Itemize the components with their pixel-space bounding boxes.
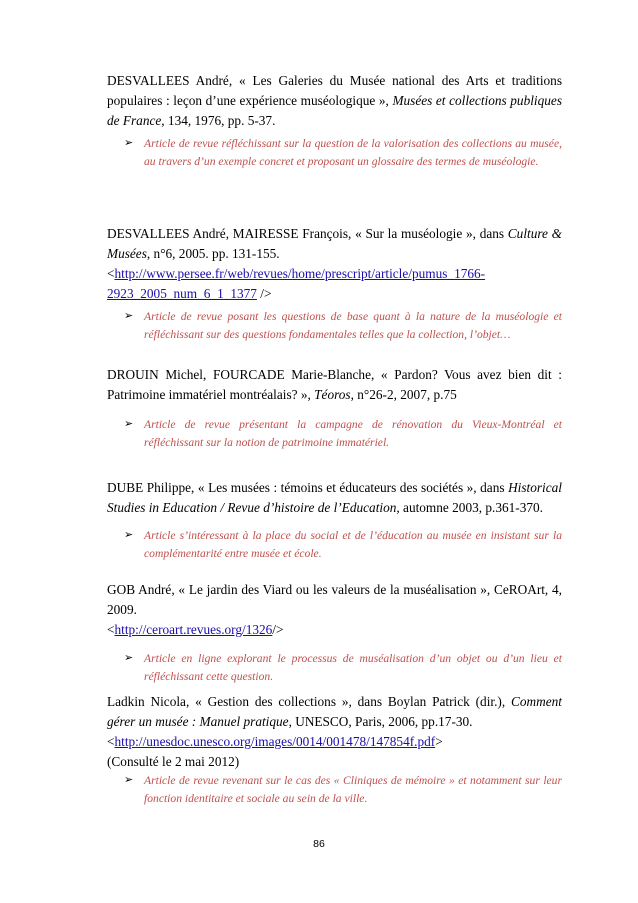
annotation: ➢ Article de revue réfléchissant sur la question de la valorisation des collections au musée, au travers d’un exemple concret et proposant un glossaire des termes de muséologie.: [124, 137, 562, 168]
consulted-date: (Consulté le 2 mai 2012): [107, 754, 240, 769]
annotation: ➢ Article de revue présentant la campagne de rénovation du Vieux-Montréal et réfléchissant sur la notion de patrimoine immatériel.: [124, 418, 562, 449]
arrow-bullet-icon: ➢: [124, 418, 134, 430]
reference: DESVALLEES André, MAIRESSE François, « Sur la muséologie », dans Culture & Musées, n°6, 2005. pp. 131-155. <http://www.persee.fr/web/revues/home/prescript/article/pumus_1766-2923_2005_num_6_1_1377 />: [107, 226, 563, 301]
reference: GOB André, « Le jardin des Viard ou les valeurs de la muséalisation », CeROArt, 4, 2009. <http://ceroart.revues.org/1326/>: [107, 582, 562, 637]
reference-link[interactable]: http://unesdoc.unesco.org/images/0014/001478/147854f.pdf: [114, 734, 436, 749]
reference-link[interactable]: http://ceroart.revues.org/1326: [114, 622, 273, 637]
reference-link[interactable]: http://www.persee.fr/web/revues/home/prescript/article/pumus_1766-2923_2005_num_6_1_1377: [107, 266, 486, 301]
arrow-bullet-icon: ➢: [124, 137, 134, 149]
journal-title: Téoros: [314, 387, 351, 402]
annotation: ➢ Article de revue posant les questions de base quant à la nature de la muséologie et réfléchissant sur des questions fondamentales telles que la collection, l’objet…: [124, 310, 562, 341]
annotation: ➢ Article en ligne explorant le processus de muséalisation d’un objet ou d’un lieu et réfléchissant cette question.: [124, 652, 562, 683]
reference: Ladkin Nicola, « Gestion des collections », dans Boylan Patrick (dir.), Comment gérer un musée : Manuel pratique, UNESCO, Paris, 2006, pp.17-30. <http://unesdoc.unesco.org/images/0014/001478/147854f.pdf> (Consulté le 2 mai 2012): [107, 694, 562, 769]
journal-title: Culture & Musées: [107, 226, 563, 261]
arrow-bullet-icon: ➢: [124, 652, 134, 664]
arrow-bullet-icon: ➢: [124, 310, 134, 322]
bibliography-entry: [107, 580, 562, 685]
arrow-bullet-icon: ➢: [124, 529, 134, 541]
annotation: ➢ Article s’intéressant à la place du social et de l’éducation au musée en insistant sur la complémentarité entre musée et école.: [124, 529, 562, 560]
reference: DUBE Philippe, « Les musées : témoins et éducateurs des sociétés », dans Historical Studies in Education / Revue d’histoire de l’Education, automne 2003, p.361-370.: [107, 480, 562, 515]
reference: DROUIN Michel, FOURCADE Marie-Blanche, « Pardon? Vous avez bien dit : Patrimoine immatériel montréalais? », Téoros, n°26-2, 2007, p.75: [107, 367, 562, 402]
arrow-bullet-icon: ➢: [124, 774, 134, 786]
journal-title: Comment gérer un musée : Manuel pratique: [107, 694, 562, 729]
journal-title: Musées et collections publiques de France: [107, 93, 562, 128]
page-number: 86: [313, 838, 325, 850]
reference: DESVALLEES André, « Les Galeries du Musée national des Arts et traditions populaires : leçon d’une expérience muséologique », Musées et collections publiques de France, 134, 1976, pp. 5-37.: [107, 73, 562, 128]
bibliography-entry: [107, 365, 562, 451]
bibliography-entry: [107, 71, 562, 170]
bibliography-entry: [107, 224, 562, 343]
annotation: ➢ Article de revue revenant sur le cas des « Cliniques de mémoire » et notamment sur leur fonction identitaire et sociale au sein de la ville.: [124, 774, 562, 805]
journal-title: Historical Studies in Education / Revue d’histoire de l’Education: [107, 480, 562, 515]
bibliography-entry: [107, 692, 562, 807]
bibliography-entry: [107, 478, 562, 562]
